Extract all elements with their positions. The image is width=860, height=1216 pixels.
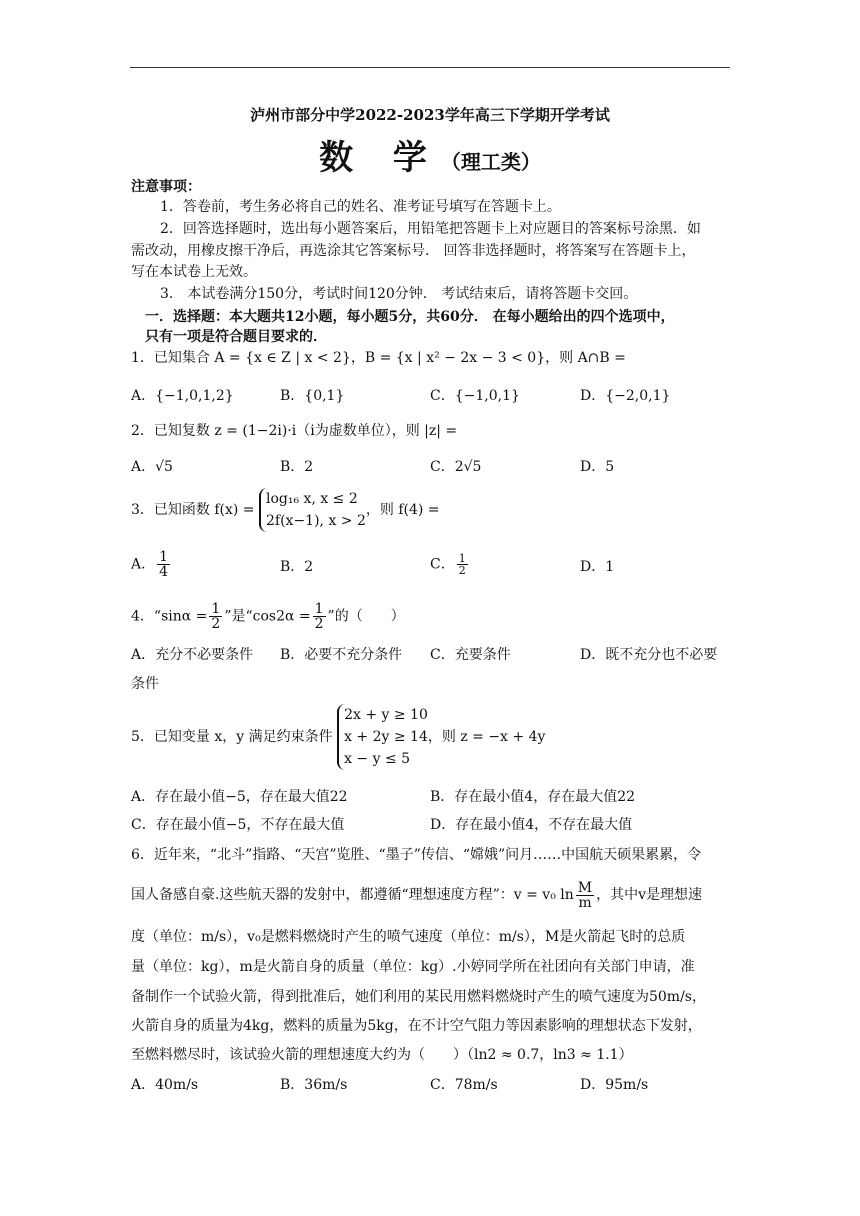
q5-prefix: 5．已知变量 x，y 满足约束条件	[131, 729, 333, 745]
title-sub: （理工类）	[440, 150, 541, 174]
q4-fraction-1	[209, 602, 222, 631]
q6-option-a: A．40m/s	[131, 1077, 199, 1093]
q3-option-c-fraction	[457, 553, 468, 576]
q3-option-c	[430, 553, 470, 576]
q4-option-d: D．既不充分也不必要	[580, 647, 718, 663]
q5-suffix: ，则 z = −x + 4y	[427, 729, 546, 745]
q6-option-b: B．36m/s	[280, 1077, 348, 1093]
q6-line-4: 量（单位：kg），m是火箭自身的质量（单位：kg）.小婷同学所在社团向有关部门申请，准	[131, 959, 695, 975]
header-rule	[130, 67, 730, 68]
note-2b: 需改动，用橡皮擦干净后，再选涂其它答案标号． 回答非选择题时，将答案写在答题卡上，	[131, 243, 696, 259]
q4-option-b: B．必要不充分条件	[280, 647, 403, 663]
q3-option-a-fraction	[157, 550, 170, 579]
q6-option-d: D．95m/s	[580, 1077, 649, 1093]
q3-option-c-den: 2	[458, 564, 466, 577]
exam-subtitle: 泸州市部分中学2022-2023学年高三下学期开学考试	[250, 106, 610, 124]
q6-line-6: 火箭自身的质量为4kg，燃料的质量为5kg，在不计空气阻力等因素影响的理想状态下发射，	[131, 1018, 702, 1034]
q3-option-d: D．1	[580, 559, 615, 575]
q4-fraction-2-num: 1	[314, 601, 324, 617]
q4-part-3: ”的（ ）	[327, 608, 405, 625]
q3-option-a	[131, 550, 172, 579]
notes-heading: 注意事项：	[131, 179, 201, 195]
q6-line-1: 6．近年来，“北斗”指路、“天宫”览胜、“墨子”传信、“嫦娥”问月……中国航天硕果累累，令	[131, 847, 702, 863]
q4-stem	[131, 602, 405, 631]
q3-case-1: log₁₆ x, x ≤ 2	[266, 491, 358, 507]
q5-constraint-1: 2x + y ≥ 10	[344, 707, 428, 723]
q6-line-2-a: 国人备感自豪.这些航天器的发射中，都遵循“理想速度方程”：v = v₀ ln	[131, 887, 574, 903]
q6-line-7: 至燃料燃尽时，该试验火箭的理想速度大约为（ ）（ln2 ≈ 0.7，ln3 ≈ 1.1）	[131, 1047, 633, 1063]
q6-fraction-num: M	[577, 879, 593, 896]
q5-stem	[131, 704, 545, 770]
q1-option-c: C．{−1,0,1}	[430, 388, 520, 404]
q6-option-c: C．78m/s	[430, 1077, 498, 1093]
q1-stem: 1．已知集合 A = {x ∈ Z | x < 2}，B = {x | x² − 2x − 3 < 0}，则 A∩B =	[131, 350, 626, 366]
q2-option-a: A．√5	[131, 459, 173, 475]
note-1: 1．答卷前，考生务必将自己的姓名、准考证号填写在答题卡上。	[160, 199, 561, 215]
q3-option-c-label: C．	[430, 556, 455, 573]
q3-option-a-den: 4	[159, 564, 169, 580]
q6-fraction	[576, 881, 594, 910]
q5-constraints	[337, 704, 428, 770]
q4-fraction-2-den: 2	[314, 616, 324, 632]
q4-fraction-2	[313, 602, 326, 631]
q5-constraint-3: x − y ≤ 5	[344, 751, 411, 767]
q2-option-d: D．5	[580, 459, 615, 475]
q5-option-a: A．存在最小值−5，存在最大值22	[131, 789, 348, 805]
q6-line-2	[131, 880, 702, 910]
q2-stem: 2．已知复数 z = (1−2i)·i（i为虚数单位），则 |z| =	[131, 423, 458, 439]
q4-option-d-continued: 条件	[131, 676, 159, 692]
q3-stem	[131, 488, 440, 532]
q6-fraction-den: m	[578, 894, 592, 911]
q3-prefix: 3．已知函数 f(x) =	[131, 502, 255, 518]
q1-option-a: A．{−1,0,1,2}	[131, 388, 234, 404]
q3-option-b: B．2	[280, 559, 314, 575]
q6-line-2-b: ，其中v是理想速	[596, 887, 703, 903]
q4-part-1: 4．“sinα =	[131, 608, 208, 625]
q1-option-b: B．{0,1}	[280, 388, 345, 404]
title-main: 数 学	[319, 138, 441, 178]
q3-case-2: 2f(x−1), x > 2	[266, 513, 366, 529]
note-2c: 写在本试卷上无效。	[131, 264, 257, 280]
q3-suffix: ，则 f(4) =	[365, 502, 440, 518]
exam-title	[0, 130, 860, 179]
q5-option-b: B．存在最小值4，存在最大值22	[430, 789, 636, 805]
note-2a: 2．回答选择题时，选出每小题答案后，用铅笔把答题卡上对应题目的答案标号涂黑．如	[160, 221, 701, 237]
q4-option-c: C．充要条件	[430, 647, 511, 663]
q5-option-d: D．存在最小值4，不存在最大值	[430, 817, 633, 833]
q2-option-b: B．2	[280, 459, 314, 475]
q3-option-c-num: 1	[458, 552, 466, 565]
q2-option-c: C．2√5	[430, 459, 482, 475]
q3-option-a-label: A．	[131, 556, 156, 573]
q1-option-d: D．{−2,0,1}	[580, 388, 671, 404]
note-3: 3． 本试卷满分150分，考试时间120分钟． 考试结束后，请将答题卡交回。	[160, 286, 638, 302]
section1-line1: 一．选择题：本大题共12小题，每小题5分，共60分． 在每小题给出的四个选项中，	[145, 309, 675, 325]
q4-option-a: A．充分不必要条件	[131, 647, 254, 663]
q3-piecewise	[259, 488, 366, 532]
q4-fraction-1-num: 1	[211, 601, 221, 617]
q3-option-a-num: 1	[159, 549, 169, 565]
q6-line-5: 备制作一个试验火箭，得到批准后，她们利用的某民用燃料燃烧时产生的喷气速度为50m/s，	[131, 989, 706, 1005]
q5-option-c: C．存在最小值−5，不存在最大值	[131, 817, 345, 833]
q4-fraction-1-den: 2	[211, 616, 221, 632]
section1-line2: 只有一项是符合题目要求的．	[145, 329, 327, 345]
q4-part-2: ”是“cos2α =	[224, 608, 311, 625]
q6-line-3: 度（单位：m/s），v₀是燃料燃烧时产生的喷气速度（单位：m/s），M是火箭起飞时的总质	[131, 929, 686, 945]
q5-constraint-2: x + 2y ≥ 14	[344, 729, 428, 745]
